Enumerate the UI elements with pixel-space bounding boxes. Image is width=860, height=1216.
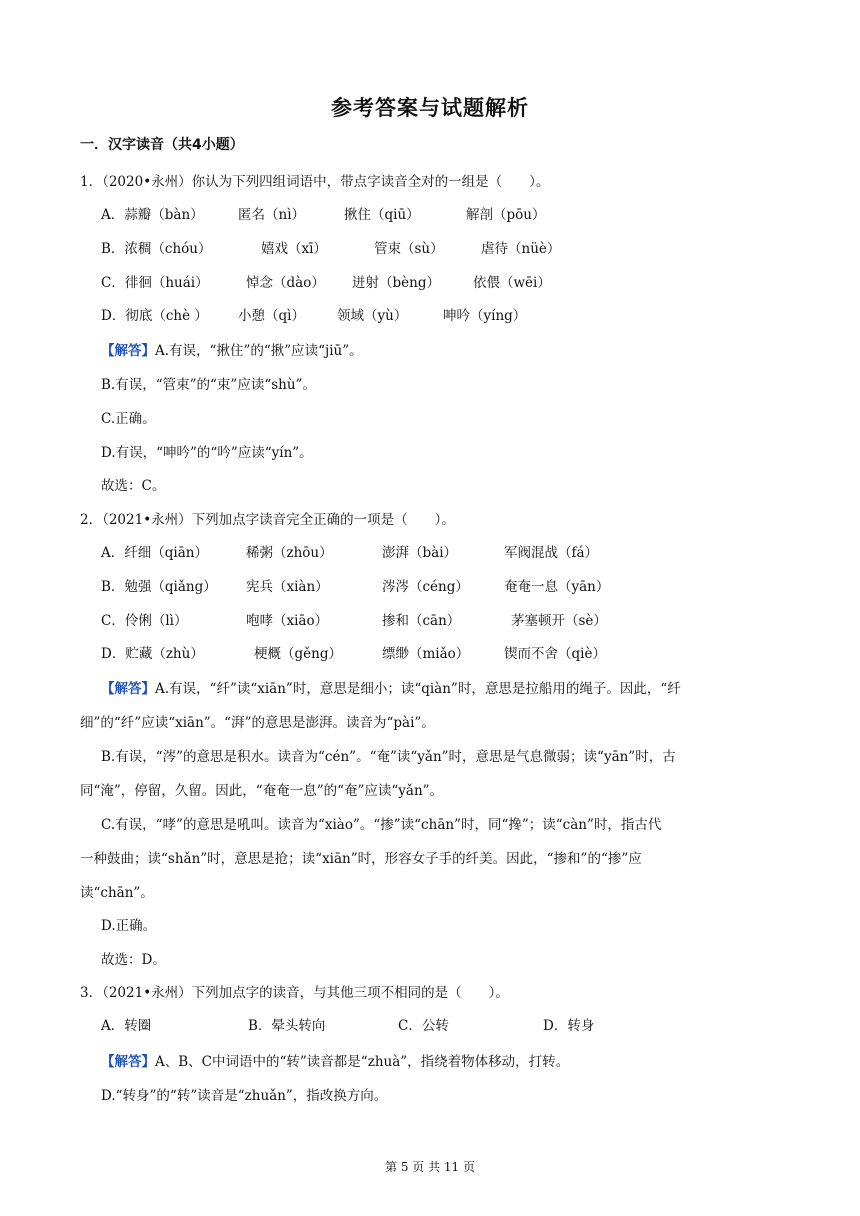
q1-opt-c-3: 迸射（bèng） — [352, 275, 440, 291]
q3-opt-c: C．公转 — [398, 1018, 449, 1034]
q2-choice: 故选：D。 — [101, 952, 166, 968]
q1-opt-c-1: C．徘徊（huái） — [101, 275, 209, 291]
q3-opt-a: A．转圈 — [101, 1018, 152, 1034]
answer-tag: 【解答】 — [101, 681, 155, 697]
q1-answer-b: B.有误，“管束”的“束”应读“shù”。 — [101, 377, 316, 393]
q1-opt-b-2: 嬉戏（xī） — [261, 241, 327, 257]
q2-opt-b-4: 奄奄一息（yān） — [504, 579, 610, 595]
q3-answer-line — [101, 1050, 569, 1070]
q3-opt-d: D．转身 — [543, 1018, 595, 1034]
q2-opt-c-2: 咆哮（xiāo） — [246, 613, 329, 629]
q2-opt-a-4: 军阀混战（fá） — [504, 545, 599, 561]
q3-answer-b: D.“转身”的“转”读音是“zhuǎn”，指改换方向。 — [101, 1088, 388, 1104]
q1-opt-d-3: 领域（yù） — [337, 308, 408, 324]
q1-opt-d-4: 呻吟（yíng） — [443, 308, 527, 324]
q3-opt-b: B．晕头转向 — [248, 1018, 326, 1034]
q1-answer-d: D.有误，“呻吟”的“吟”应读“yín”。 — [101, 445, 313, 461]
answer-tag: 【解答】 — [101, 1054, 155, 1070]
q2-answer-a: A.有误，“纤”读“xiān”时，意思是细小；读“qiàn”时，意思是拉船用的绳子。因此，“纤 — [155, 681, 681, 697]
q2-answer-d: D.正确。 — [101, 918, 157, 934]
q2-opt-d-3: 缥缈（miǎo） — [382, 646, 470, 662]
q2-answer-c-cont: 一种鼓曲；读“shǎn”时，意思是抢；读“xiān”时，形容女子手的纤美。因此，“掺和”的“掺”应 — [80, 851, 642, 867]
q1-opt-a-1: A．蒜瓣（bàn） — [101, 207, 204, 223]
q2-opt-c-1: C．伶俐（lì） — [101, 613, 188, 629]
q1-choice: 故选：C。 — [101, 478, 166, 494]
q1-opt-c-4: 依偎（wēi） — [473, 275, 551, 291]
answer-tag: 【解答】 — [101, 343, 155, 359]
q1-opt-c-2: 悼念（dào） — [246, 275, 325, 291]
q2-opt-d-4: 锲而不舍（qiè） — [504, 646, 606, 662]
q2-opt-d-1: D．贮藏（zhù） — [101, 646, 204, 662]
q2-answer-a-cont: 细”的“纤”应读“xiān”。“湃”的意思是澎湃。读音为“pài”。 — [80, 715, 435, 731]
q2-answer-b-cont: 同“淹”，停留，久留。因此，“奄奄一息”的“奄”应读“yǎn”。 — [80, 783, 444, 799]
q2-answer-c-cont2: 读“chān”。 — [80, 885, 154, 901]
q1-opt-b-4: 虐待（nüè） — [481, 241, 561, 257]
q1-opt-b-3: 管束（sù） — [374, 241, 444, 257]
q2-answer-b: B.有误，“涔”的意思是积水。读音为“cén”。“奄”读“yǎn”时，意思是气息微弱；读“yān”时，古 — [101, 749, 676, 765]
q1-stem: 1．（2020•永州）你认为下列四组词语中，带点字读音全对的一组是（ ）。 — [80, 174, 550, 190]
q1-opt-a-2: 匿名（nì） — [238, 207, 306, 223]
q3-stem: 3．（2021•永州）下列加点字的读音，与其他三项不相同的是（ ）。 — [80, 985, 509, 1001]
q2-stem: 2．（2021•永州）下列加点字读音完全正确的一项是（ ）。 — [80, 512, 455, 528]
q1-answer-a: A.有误，“揪住”的“揪”应读“jiū”。 — [155, 343, 363, 359]
q2-opt-b-3: 涔涔（céng） — [382, 579, 469, 595]
q2-opt-a-2: 稀粥（zhōu） — [246, 545, 333, 561]
q2-opt-a-1: A．纤细（qiān） — [101, 545, 208, 561]
q1-opt-d-1: D．彻底（chè ） — [101, 308, 208, 324]
q3-answer-a: A、B、C中词语中的“转”读音都是“zhuà”，指绕着物体移动，打转。 — [155, 1054, 570, 1070]
q1-answer-c: C.正确。 — [101, 411, 156, 427]
q1-answer-line — [101, 339, 363, 359]
q2-opt-d-2: 梗概（gěng） — [254, 646, 342, 662]
q1-opt-a-3: 揪住（qiū） — [344, 207, 420, 223]
section-heading: 一．汉字读音（共4小题） — [80, 137, 244, 153]
q2-opt-c-4: 茅塞顿开（sè） — [511, 613, 607, 629]
q2-opt-c-3: 掺和（cān） — [382, 613, 461, 629]
q2-answer-c: C.有误，“哮”的意思是吼叫。读音为“xiào”。“掺”读“chān”时，同“搀”；读“càn”时，指古代 — [101, 817, 662, 833]
page-footer: 第 5 页 共 11 页 — [385, 1160, 475, 1174]
q2-answer-line — [101, 677, 681, 697]
q2-opt-b-2: 宪兵（xiàn） — [246, 579, 329, 595]
q2-opt-a-3: 澎湃（bài） — [382, 545, 458, 561]
q1-opt-a-4: 解剖（pōu） — [466, 207, 546, 223]
q1-opt-d-2: 小憩（qì） — [238, 308, 305, 324]
page-title: 参考答案与试题解析 — [331, 96, 529, 120]
q2-opt-b-1: B．勉强（qiǎng） — [101, 579, 217, 595]
q1-opt-b-1: B．浓稠（chóu） — [101, 241, 212, 257]
